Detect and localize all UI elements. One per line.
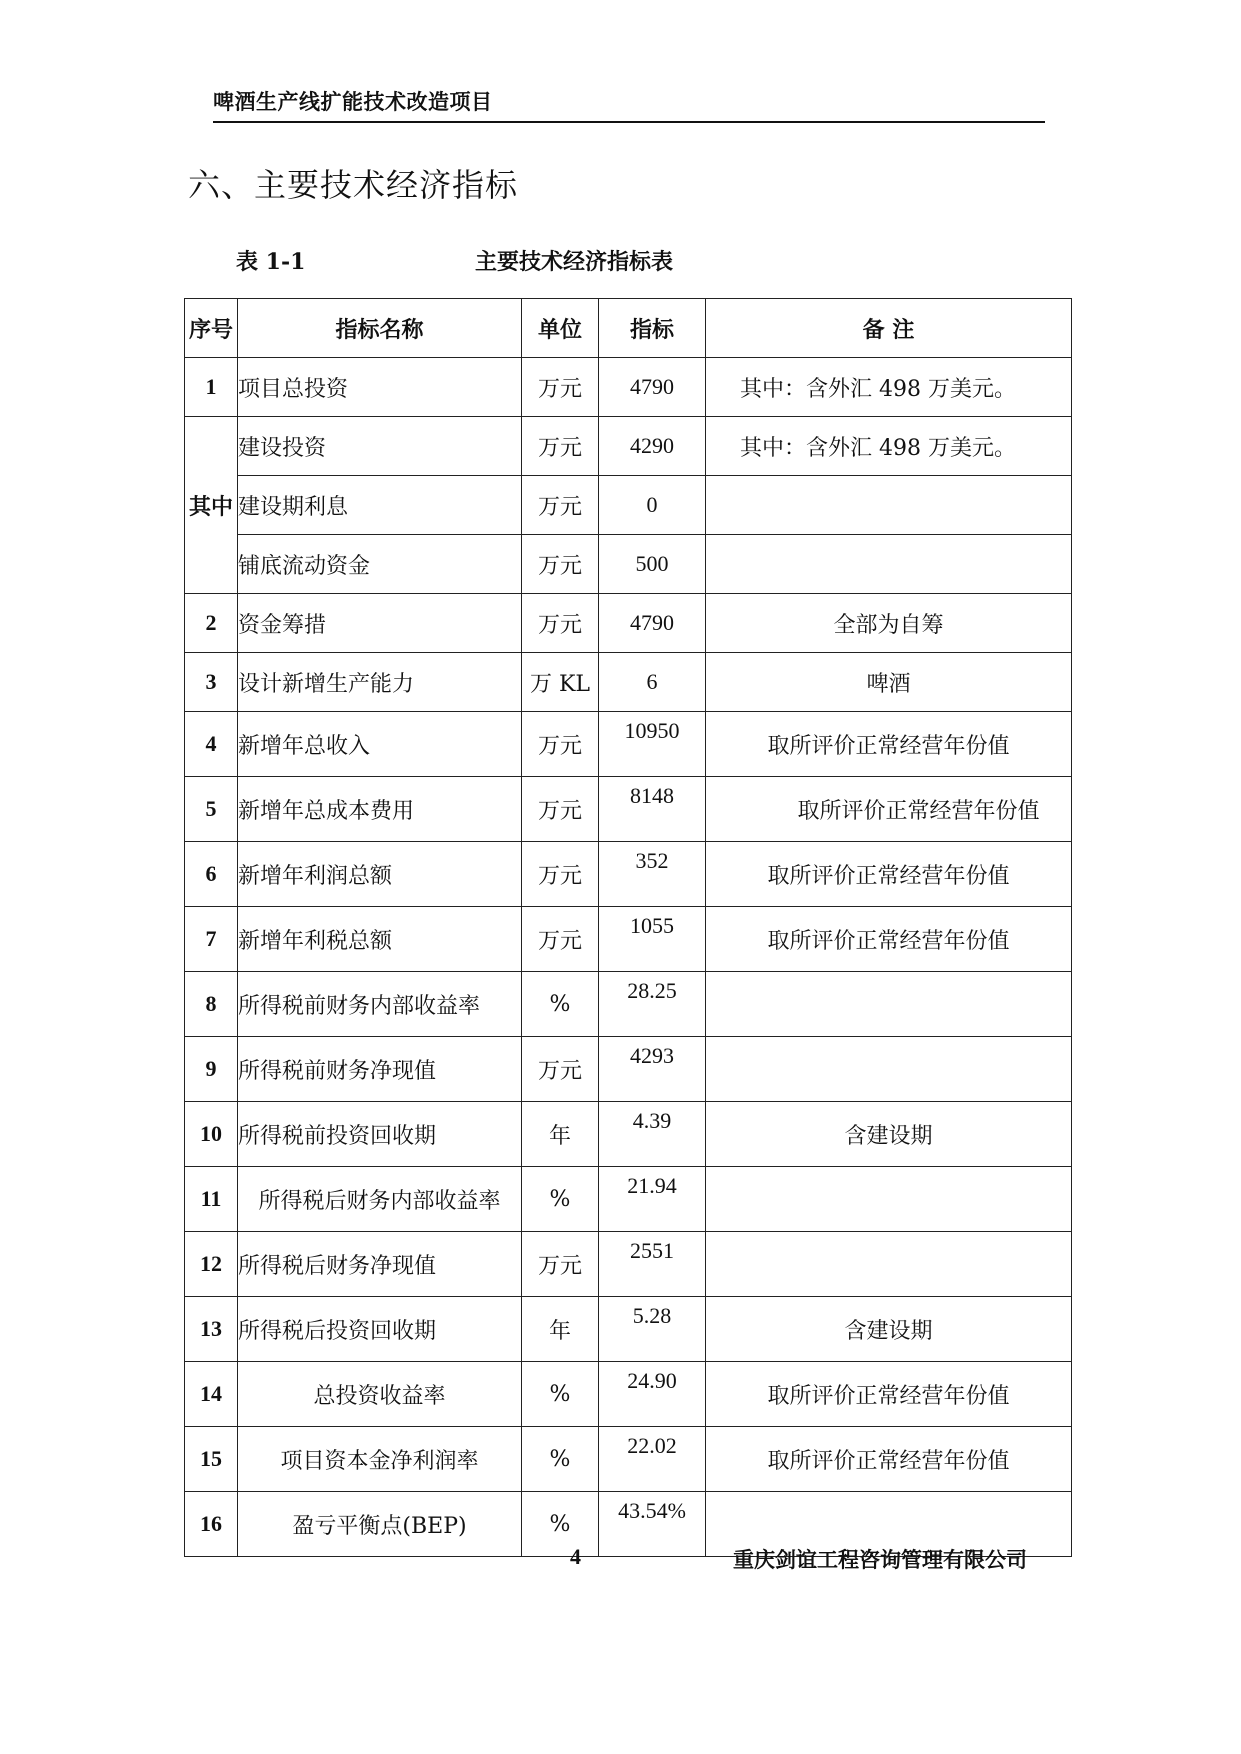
row-no: 11: [185, 1167, 238, 1232]
row-no: 14: [185, 1362, 238, 1427]
table-row: [185, 594, 1072, 653]
row-note: 取所评价正常经营年份值: [706, 907, 1072, 972]
row-value: 8148: [599, 777, 706, 842]
row-value: 24.90: [599, 1362, 706, 1427]
row-name: 所得税后财务内部收益率: [238, 1167, 522, 1232]
table-row: [185, 476, 1072, 535]
row-name: 所得税前财务净现值: [238, 1037, 522, 1102]
row-note: 其中：含外汇 498 万美元。: [706, 358, 1072, 417]
row-no: 16: [185, 1492, 238, 1557]
row-value: 1055: [599, 907, 706, 972]
row-no: 7: [185, 907, 238, 972]
header-no: 序号: [185, 299, 238, 358]
row-value: 4790: [599, 358, 706, 417]
row-unit: 万元: [522, 476, 599, 535]
row-unit: 万元: [522, 535, 599, 594]
header-unit: 单位: [522, 299, 599, 358]
row-name: 项目总投资: [238, 358, 522, 417]
table-row: [185, 777, 1072, 842]
table-header-row: [185, 299, 1072, 358]
table-row: [185, 907, 1072, 972]
row-name: 所得税后财务净现值: [238, 1232, 522, 1297]
row-unit: 万 KL: [522, 653, 599, 712]
row-unit: 万元: [522, 777, 599, 842]
row-name: 所得税后投资回收期: [238, 1297, 522, 1362]
row-no: 4: [185, 712, 238, 777]
row-value: 10950: [599, 712, 706, 777]
footer-company-name: 重庆剑谊工程咨询管理有限公司: [733, 1548, 1027, 1572]
row-unit: %: [522, 972, 599, 1037]
row-name: 所得税前财务内部收益率: [238, 972, 522, 1037]
table-row: [185, 1232, 1072, 1297]
row-unit: 万元: [522, 1037, 599, 1102]
row-note: 啤酒: [706, 653, 1072, 712]
table-row: [185, 358, 1072, 417]
table-row: [185, 972, 1072, 1037]
row-note: [706, 972, 1072, 1037]
row-note: [706, 1232, 1072, 1297]
row-name: 新增年利润总额: [238, 842, 522, 907]
row-no: 5: [185, 777, 238, 842]
row-no: 1: [185, 358, 238, 417]
indicators-table: [184, 298, 1072, 1557]
row-note: 取所评价正常经营年份值: [706, 777, 1072, 842]
row-value: 21.94: [599, 1167, 706, 1232]
row-no: 9: [185, 1037, 238, 1102]
row-note: [706, 1037, 1072, 1102]
page-number: 4: [570, 1544, 581, 1569]
row-value: 4293: [599, 1037, 706, 1102]
row-note: 含建设期: [706, 1297, 1072, 1362]
row-no: 8: [185, 972, 238, 1037]
row-name: 资金筹措: [238, 594, 522, 653]
table-caption-title: 主要技术经济指标表: [475, 250, 674, 275]
row-unit: 万元: [522, 358, 599, 417]
table-row: [185, 653, 1072, 712]
row-note: 取所评价正常经营年份值: [706, 842, 1072, 907]
row-note: 取所评价正常经营年份值: [706, 1427, 1072, 1492]
row-name: 建设期利息: [238, 476, 522, 535]
row-no: 13: [185, 1297, 238, 1362]
row-value: 28.25: [599, 972, 706, 1037]
row-note: 含建设期: [706, 1102, 1072, 1167]
row-name: 设计新增生产能力: [238, 653, 522, 712]
row-unit: 万元: [522, 907, 599, 972]
row-name: 新增年总成本费用: [238, 777, 522, 842]
row-unit: 万元: [522, 417, 599, 476]
row-note: [706, 535, 1072, 594]
row-unit: 万元: [522, 1232, 599, 1297]
row-value: 43.54%: [599, 1492, 706, 1557]
row-no: 15: [185, 1427, 238, 1492]
table-row: [185, 1167, 1072, 1232]
row-note: 全部为自筹: [706, 594, 1072, 653]
row-no: 12: [185, 1232, 238, 1297]
row-value: 5.28: [599, 1297, 706, 1362]
row-value: 0: [599, 476, 706, 535]
row-unit: %: [522, 1492, 599, 1557]
row-note: 其中：含外汇 498 万美元。: [706, 417, 1072, 476]
row-name: 项目资本金净利润率: [238, 1427, 522, 1492]
row-note: [706, 476, 1072, 535]
row-value: 4290: [599, 417, 706, 476]
row-note: 取所评价正常经营年份值: [706, 1362, 1072, 1427]
row-unit: 万元: [522, 842, 599, 907]
section-title: 六、主要技术经济指标: [188, 166, 519, 204]
row-note: [706, 1167, 1072, 1232]
row-unit: %: [522, 1167, 599, 1232]
table-row: [185, 712, 1072, 777]
row-name: 总投资收益率: [238, 1362, 522, 1427]
row-no: 3: [185, 653, 238, 712]
row-value: 500: [599, 535, 706, 594]
table-caption-number: 表 1-1: [236, 249, 306, 275]
row-no: 10: [185, 1102, 238, 1167]
row-no: 6: [185, 842, 238, 907]
row-unit: %: [522, 1427, 599, 1492]
row-unit: 年: [522, 1297, 599, 1362]
row-name: 所得税前投资回收期: [238, 1102, 522, 1167]
row-name: 铺底流动资金: [238, 535, 522, 594]
row-name: 建设投资: [238, 417, 522, 476]
header-name: 指标名称: [238, 299, 522, 358]
row-unit: 万元: [522, 712, 599, 777]
page-header-title: 啤酒生产线扩能技术改造项目: [213, 90, 493, 114]
row-name: 盈亏平衡点(BEP): [238, 1492, 522, 1557]
header-divider: [213, 121, 1045, 123]
row-name: 新增年总收入: [238, 712, 522, 777]
row-value: 6: [599, 653, 706, 712]
row-unit: 万元: [522, 594, 599, 653]
header-value: 指标: [599, 299, 706, 358]
group-label: 其中: [185, 417, 238, 594]
row-unit: 年: [522, 1102, 599, 1167]
row-value: 4.39: [599, 1102, 706, 1167]
table-row: [185, 1297, 1072, 1362]
row-value: 4790: [599, 594, 706, 653]
table-row: [185, 1427, 1072, 1492]
row-name: 新增年利税总额: [238, 907, 522, 972]
table-row: [185, 842, 1072, 907]
table-row: [185, 1362, 1072, 1427]
row-value: 22.02: [599, 1427, 706, 1492]
row-note: 取所评价正常经营年份值: [706, 712, 1072, 777]
table-row: [185, 535, 1072, 594]
row-value: 352: [599, 842, 706, 907]
row-no: 2: [185, 594, 238, 653]
row-value: 2551: [599, 1232, 706, 1297]
table-row: [185, 1102, 1072, 1167]
header-note: 备 注: [706, 299, 1072, 358]
table-row: [185, 1037, 1072, 1102]
table-row: [185, 417, 1072, 476]
row-unit: %: [522, 1362, 599, 1427]
